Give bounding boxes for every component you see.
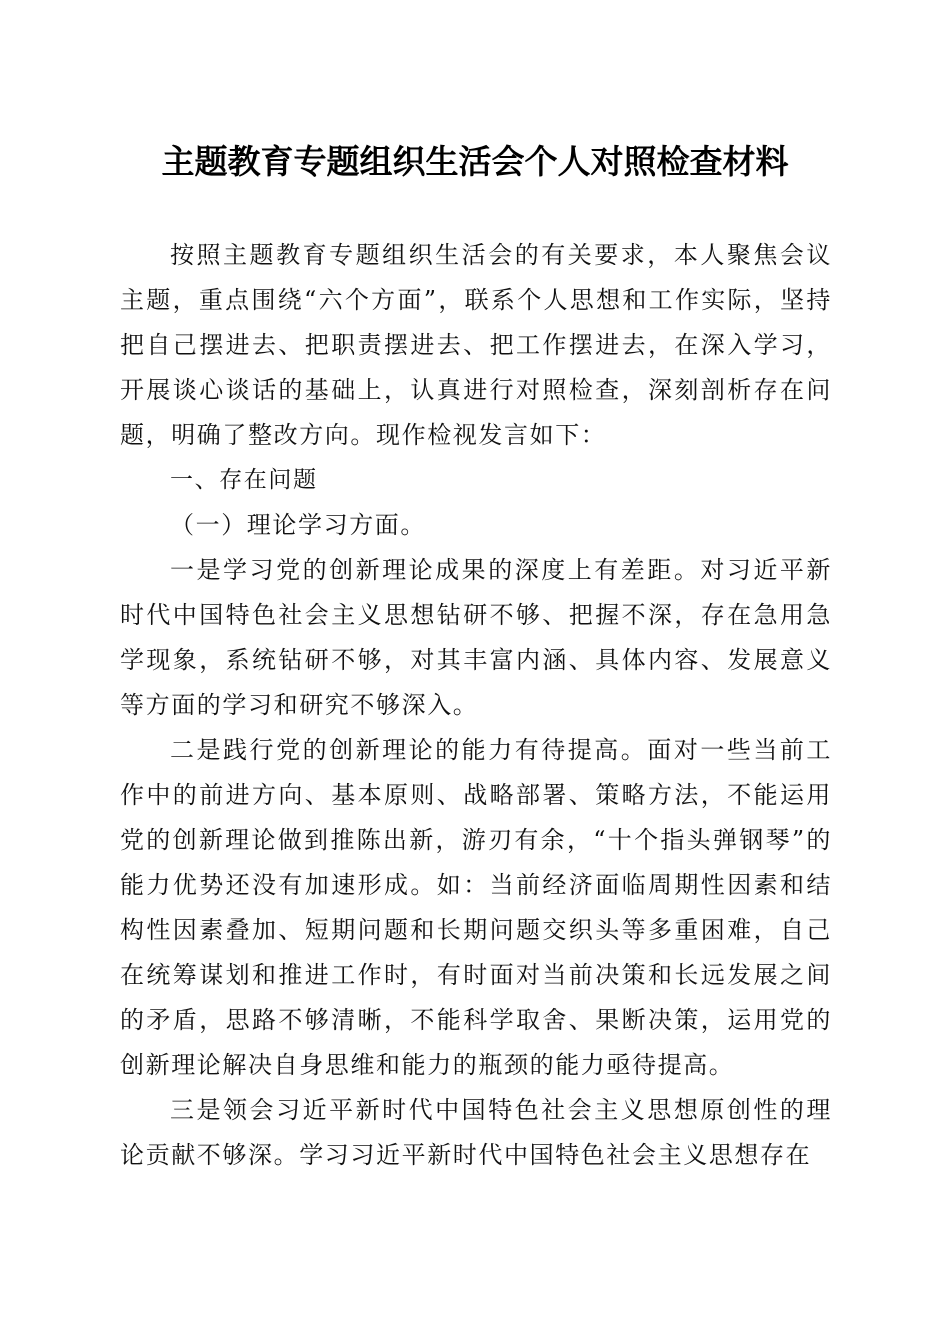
item-lead-2: 二是践行党的创新理论的能力有待提高。 (170, 736, 648, 764)
item-lead-1: 一是学习党的创新理论成果的深度上有差距。 (170, 556, 701, 584)
item-text-2: 面对一些当前工作中的前进方向、基本原则、战略部署、策略方法，不能运用党的创新理论做到推陈出新，游刃有余，“十个指头弹钢琴”的能力优势还没有加速形成。如：当前经济面临周期性因素和结构性因素叠加、短期问题和长期问题交织头等多重困难，自己在统筹谋划和推进工作时，有时面对当前决策和长远发展之间的矛盾，思路不够清晰，不能科学取舍、果断决策，运用党的创新理论解决自身思维和能力的瓶颈的能力亟待提高。 (120, 736, 832, 1079)
subsection-heading: （一）理论学习方面。 (170, 511, 426, 539)
item-text-1: 对习近平新时代中国特色社会主义思想钻研不够、把握不深，存在急用急学现象，系统钻研不够，对其丰富内涵、具体内容、发展意义等方面的学习和研究不够深入。 (120, 556, 833, 719)
item-paragraph-3 (120, 1088, 832, 1178)
intro-paragraph: 按照主题教育专题组织生活会的有关要求，本人聚焦会议主题，重点围绕“六个方面”，联系个人思想和工作实际，坚持把自己摆进去、把职责摆进去、把工作摆进去，在深入学习，开展谈心谈话的基础上，认真进行对照检查，深刻剖析存在问题，明确了整改方向。现作检视发言如下： (120, 241, 832, 449)
section-heading: 一、存在问题 (170, 467, 318, 493)
document-body (120, 233, 832, 1178)
document-title: 主题教育专题组织生活会个人对照检查材料 (161, 142, 789, 181)
item-text-3: 学习习近平新时代中国特色社会主义思想存在 (299, 1141, 812, 1169)
item-paragraph-2 (120, 728, 832, 1088)
item-lead-3: 三是领会习近平新时代中国特色社会主义思想原创性的理论贡献不够深。 (120, 1096, 832, 1169)
item-paragraph-1 (120, 548, 832, 728)
